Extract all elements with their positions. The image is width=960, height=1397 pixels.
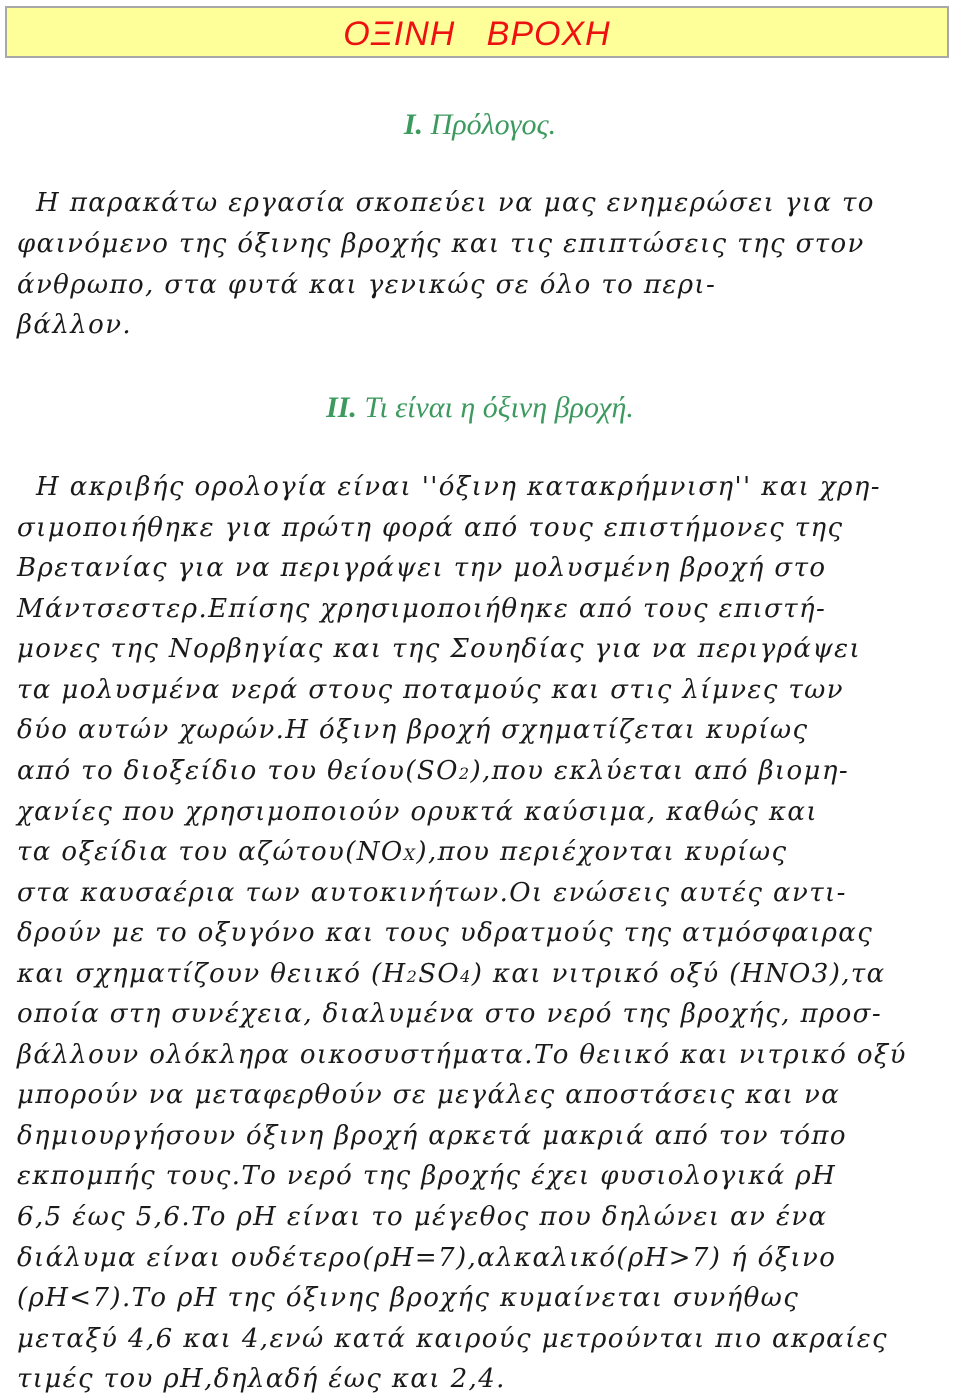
title-banner <box>5 6 949 58</box>
paragraph-line: σιμοποιήθηκε για πρώτη φορά από τους επιστήμονες της <box>17 513 844 543</box>
paragraph-line: βάλλον. <box>17 310 133 340</box>
section-heading-prologue <box>0 108 960 142</box>
paragraph-line-so2: από το διοξείδιο του θείου(SO2),που εκλύεται από βιομη- <box>17 756 849 786</box>
paragraph-line: άνθρωπο, στα φυτά και γενικώς σε όλο το περι- <box>17 270 717 300</box>
section-number: Ι. <box>403 108 424 141</box>
paragraph-line: (ρΗ<7).Το ρΗ της όξινης βροχής κυμαίνεται συνήθως <box>17 1283 800 1313</box>
paragraph-line: 6,5 έως 5,6.Το ρΗ είναι το μέγεθος που δηλώνει αν ένα <box>17 1202 828 1232</box>
paragraph-line: δύο αυτών χωρών.Η όξινη βροχή σχηματίζεται κυρίως <box>17 715 809 745</box>
paragraph-line: Μάντσεστερ.Επίσης χρησιμοποιήθηκε από τους επιστή- <box>17 594 827 624</box>
paragraph-line: Η ακριβής ορολογία είναι ''όξινη κατακρήμνιση'' και χρη- <box>36 472 881 502</box>
paragraph-line: δρούν με το οξυγόνο και τους υδρατμούς της ατμόσφαιρας <box>17 918 874 948</box>
paragraph-line-nox: τα οξείδια του αζώτου(NOX),που περιέχονται κυρίως <box>17 837 788 867</box>
subscript: 2 <box>406 967 419 986</box>
paragraph-line: οποία στη συνέχεια, διαλυμένα στο νερό της βροχής, προσ- <box>17 999 883 1029</box>
paragraph-line: μονες της Νορβηγίας και της Σουηδίας για να περιγράψει <box>17 634 862 664</box>
subscript: X <box>403 845 417 864</box>
paragraph-line: Βρετανίας για να περιγράψει την μολυσμένη βροχή στο <box>17 553 827 583</box>
paragraph-line: χανίες που χρησιμοποιούν ορυκτά καύσιμα, καθώς και <box>17 797 818 827</box>
section-title: Τι είναι η όξινη βροχή. <box>364 391 634 424</box>
paragraph-line: μεταξύ 4,6 και 4,ενώ κατά καιρούς μετρούνται πιο ακραίες <box>17 1324 889 1354</box>
paragraph-line: διάλυμα είναι ουδέτερο(ρΗ=7),αλκαλικό(ρΗ>7) ή όξινο <box>17 1243 837 1273</box>
subscript: 4 <box>460 967 472 986</box>
section-number: ΙΙ. <box>326 391 357 424</box>
paragraph-line: εκπομπής τους.Το νερό της βροχής έχει φυσιολογικά ρΗ <box>17 1161 837 1191</box>
document-title: ΟΞΙΝΗ ΒΡΟΧΗ <box>343 15 611 53</box>
paragraph-line: τιμές του ρΗ,δηλαδή έως και 2,4. <box>17 1364 506 1394</box>
paragraph-line: δημιουργήσουν όξινη βροχή αρκετά μακριά από τον τόπο <box>17 1121 847 1151</box>
section-heading-definition <box>0 391 960 425</box>
paragraph-line: βάλλουν ολόκληρα οικοσυστήματα.Το θειικό και νιτρικό οξύ <box>17 1040 907 1070</box>
subscript: 2 <box>458 764 471 783</box>
paragraph-line-h2so4: και σχηματίζουν θειικό (H2SO4) και νιτρικό οξύ (HNO3),τα <box>17 959 886 989</box>
paragraph-line: Η παρακάτω εργασία σκοπεύει να μας ενημερώσει για το <box>36 188 875 218</box>
section-title: Πρόλογος. <box>430 108 557 141</box>
paragraph-line: μπορούν να μεταφερθούν σε μεγάλες αποστάσεις και να <box>17 1080 841 1110</box>
paragraph-line: στα καυσαέρια των αυτοκινήτων.Οι ενώσεις αυτές αντι- <box>17 878 847 908</box>
paragraph-line: φαινόμενο της όξινης βροχής και τις επιπτώσεις της στον <box>17 229 865 259</box>
paragraph-line: τα μολυσμένα νερά στους ποταμούς και στις λίμνες των <box>17 675 844 705</box>
